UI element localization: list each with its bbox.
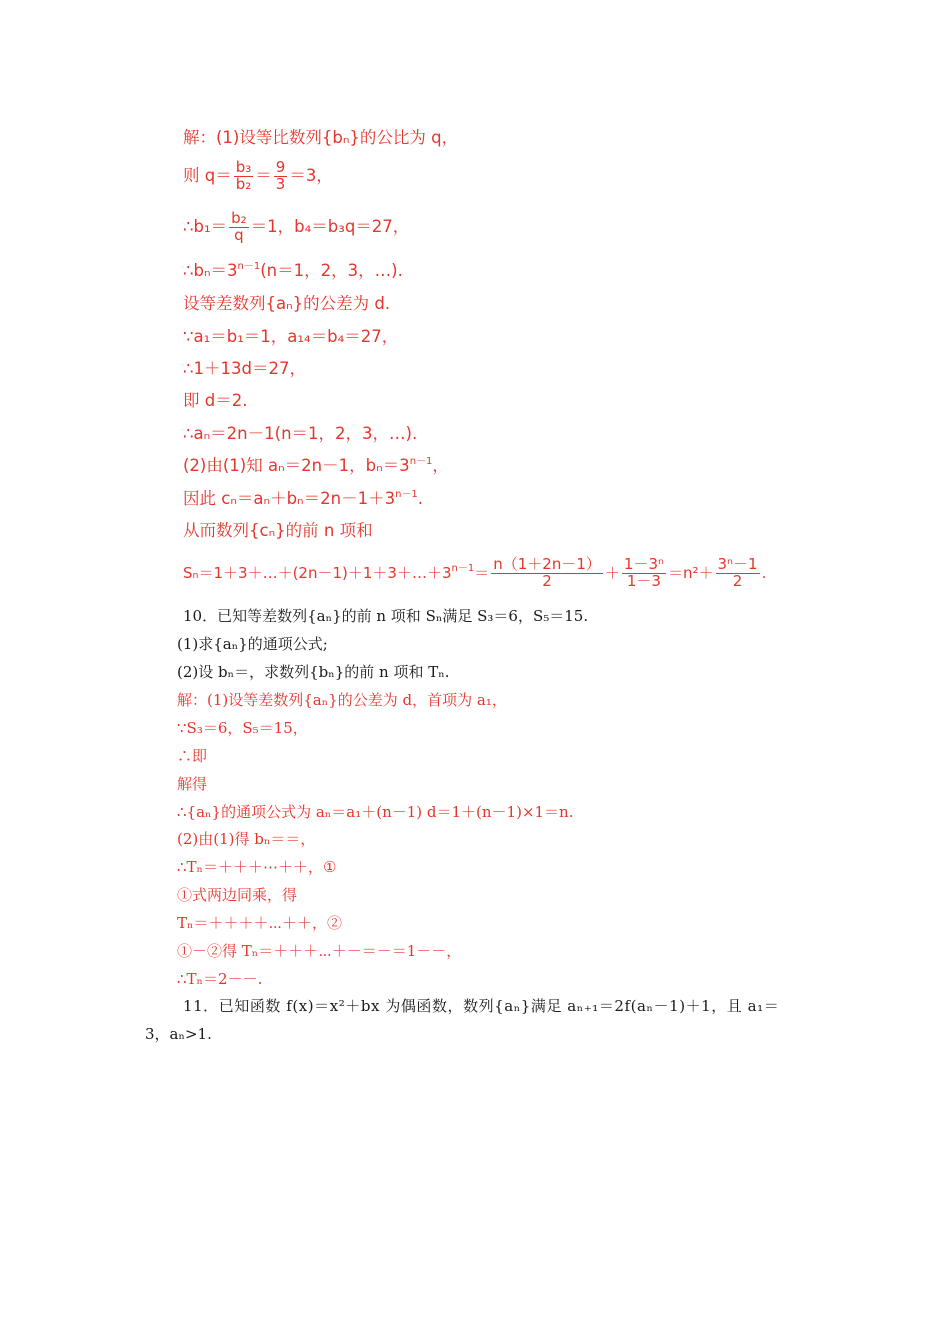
solution9-line7: ∴1＋13d＝27， xyxy=(183,359,306,378)
problem10-stem: 10．已知等差数列{aₙ}的前 n 项和 Sₙ满足 S₃＝6，S₅＝15. xyxy=(183,607,589,625)
solution10-line3: ∴即 xyxy=(177,747,208,765)
solution10-line9: Tₙ＝＋＋＋＋⋯＋＋，② xyxy=(177,914,342,932)
solution9-line2: 则 q＝ $\frac{\text{b₃}}{\text{b₂}}$ ＝ $\frac{9}{3}$ ＝3， xyxy=(183,158,333,193)
solution10-line4: 解得 xyxy=(177,775,208,793)
solution10-line8: ①式两边同乘，得 xyxy=(177,886,298,904)
problem11-line2: 3，aₙ>1. xyxy=(145,1025,212,1043)
solution10-line10: ①－②得 Tₙ＝＋＋＋⋯＋－＝－＝1－－， xyxy=(177,942,462,960)
fraction: $\frac{n(1+2n-1)}{2}$ xyxy=(493,555,601,590)
solution9-line3: ∴b₁＝ $\frac{\text{b₂}}{q}$ ＝1，b₄＝b₃q＝27， xyxy=(183,209,410,244)
solution9-line1: 解：(1)设等比数列{bₙ}的公比为 q， xyxy=(183,128,459,147)
solution10-line7: ∴Tₙ＝＋＋＋⋯＋＋，① xyxy=(177,858,337,876)
fraction: $\frac{\text{1－3ⁿ}}{1-3}$ xyxy=(623,555,664,590)
solution9-line10: (2)由(1)知 aₙ＝2n－1，$b_n=3^{n-1}$， xyxy=(183,456,449,475)
fraction: $\frac{9}{3}$ xyxy=(275,158,286,193)
solution9-line6: ∵a₁＝b₁＝1，a₁₄＝b₄＝27， xyxy=(183,327,399,346)
solution9-line12: 从而数列{cₙ}的前 n 项和 xyxy=(183,521,373,540)
solution9-line4: $\therefore b_n=3^{n-1}(n=1$，2，3，…). xyxy=(183,261,403,280)
solution10-line5: ∴{aₙ}的通项公式为 aₙ＝a₁＋(n－1) d＝1＋(n－1)×1＝n. xyxy=(177,803,574,821)
solution10-line1: 解：(1)设等差数列{aₙ}的公差为 d，首项为 a₁， xyxy=(177,691,507,709)
fraction: $\frac{\text{b₂}}{q}$ xyxy=(231,209,247,244)
problem10-q2: (2)设 bₙ＝，求数列{bₙ}的前 n 项和 Tₙ. xyxy=(177,663,450,681)
solution9-line9: ∴aₙ＝2n－1(n＝1，2，3，…). xyxy=(183,424,418,443)
solution10-line2: ∵S₃＝6，S₅＝15， xyxy=(177,719,308,737)
solution10-line6: (2)由(1)得 bₙ＝＝， xyxy=(177,830,316,848)
solution9-line13: $S_n=1+3+\dots+(2n-1)+1+3+\dots+3^{n-1}=$ $\frac{n(1+2n-1)}{2}$ ＋ $\frac{\text{1－3ⁿ}}{1-3}$ ＝n²＋ $\frac{\text{3ⁿ－1}}{2}$ . xyxy=(183,555,767,590)
problem11-line1: 11．已知函数 f(x)＝x²＋bx 为偶函数，数列{aₙ}满足 aₙ₊₁＝2f(aₙ－1)＋1，且 a₁＝ xyxy=(183,997,780,1015)
solution10-line11: ∴Tₙ＝2－－. xyxy=(177,970,263,988)
problem10-q1: (1)求{aₙ}的通项公式; xyxy=(177,635,328,653)
solution9-line8: 即 d＝2. xyxy=(183,391,248,410)
solution9-line5: 设等差数列{aₙ}的公差为 d. xyxy=(183,294,391,313)
fraction: $\frac{\text{b₃}}{\text{b₂}}$ xyxy=(235,158,252,193)
solution9-line11: 因此 $c_n=a_n+b_n=2n-1+3^{n-1}$. xyxy=(183,489,424,508)
fraction: $\frac{\text{3ⁿ－1}}{2}$ xyxy=(717,555,758,590)
